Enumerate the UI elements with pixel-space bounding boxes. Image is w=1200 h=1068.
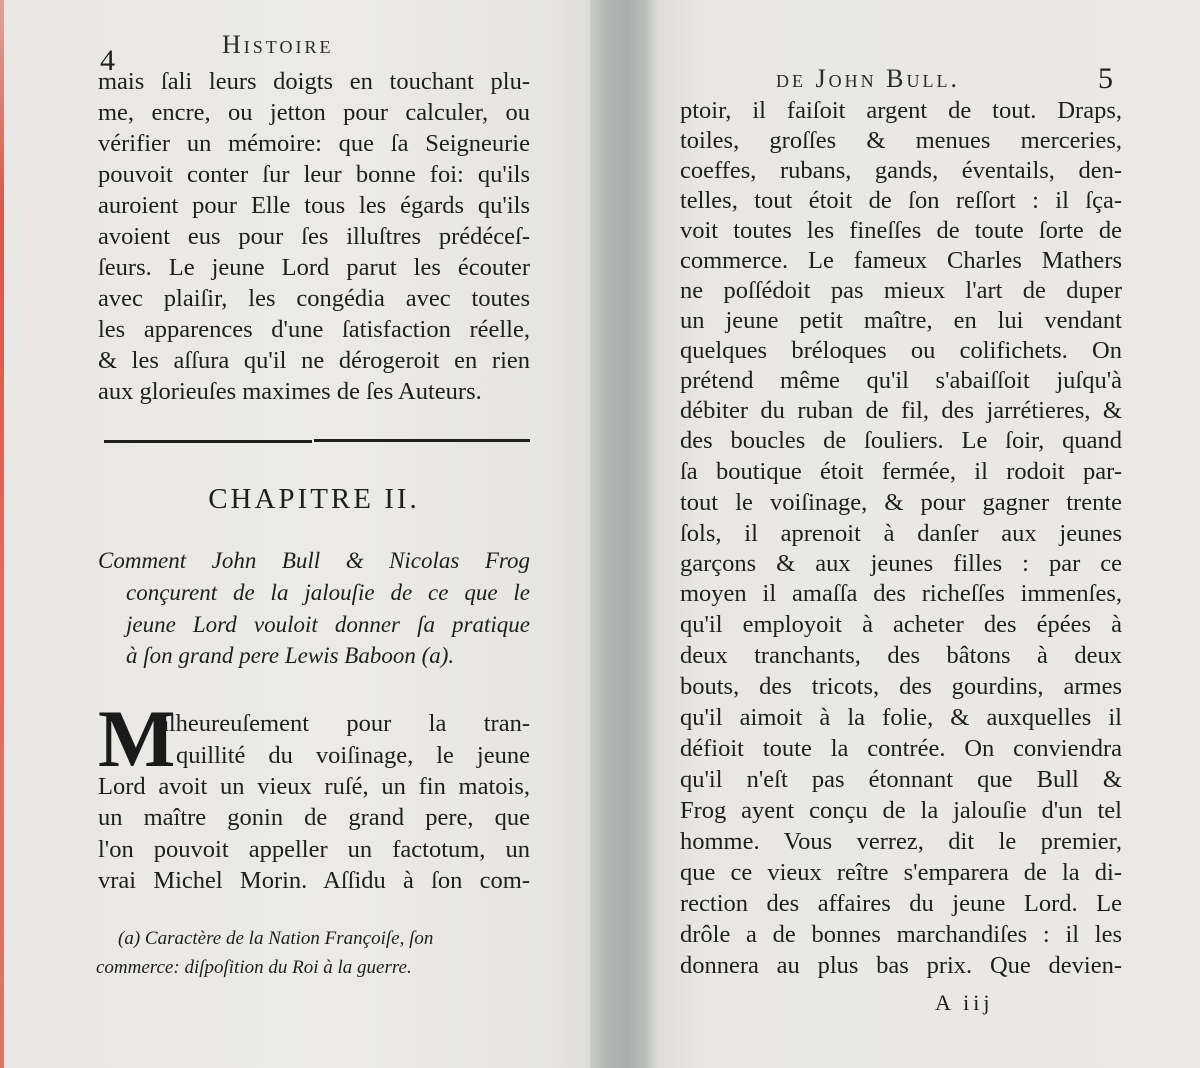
text-line: quelques bréloques ou colifichets. On (680, 337, 1122, 364)
text-line: alheureuſement pour la tran- (158, 710, 530, 737)
text-line: avec plaiſir, les congédia avec toutes (98, 285, 530, 312)
text-line: toiles, groſſes & menues merceries, (680, 127, 1122, 154)
text-line: prétend même qu'il s'abaiſſoit juſqu'à (680, 367, 1122, 394)
footnote-line: (a) Caractère de la Nation Françoiſe, ſon (118, 928, 434, 949)
text-line: Lord avoit un vieux ruſé, un fin matois, (98, 773, 530, 800)
text-line: vrai Michel Morin. Aſſidu à ſon com- (98, 867, 530, 894)
text-line: donnera au plus bas prix. Que devien- (680, 952, 1122, 979)
text-line: que ce vieux reître s'emparera de la di- (680, 859, 1122, 886)
summary-line: conçurent de la jalouſie de ce que le (126, 580, 530, 605)
text-line: ptoir, il faiſoit argent de tout. Draps, (680, 97, 1122, 124)
right-page (658, 0, 1200, 1068)
text-line: qu'il aimoit à la folie, & auxquelles il (680, 704, 1122, 731)
text-line: moyen il amaſſa des richeſſes immenſes, (680, 580, 1122, 607)
divider-rule (314, 439, 530, 442)
page-number-left: 4 (100, 44, 115, 77)
text-line: rection des affaires du jeune Lord. Le (680, 890, 1122, 917)
text-line: qu'il n'eſt pas étonnant que Bull & (680, 766, 1122, 793)
text-line: quillité du voiſinage, le jeune (176, 742, 530, 769)
red-page-edge (0, 0, 4, 1068)
text-line: voit toutes les fineſſes de toute ſorte de (680, 217, 1122, 244)
text-line: des boucles de ſouliers. Le ſoir, quand (680, 427, 1122, 454)
text-line: pouvoit conter ſur leur bonne foi: qu'ils (98, 161, 530, 188)
text-line: garçons & aux jeunes filles : par ce (680, 550, 1122, 577)
text-line: homme. Vous verrez, dit le premier, (680, 828, 1122, 855)
footnote-line: commerce: diſpoſition du Roi à la guerre. (96, 957, 412, 978)
signature-mark: A iij (935, 990, 994, 1015)
text-line: bouts, des tricots, des gourdins, armes (680, 673, 1122, 700)
text-line: Frog ayent conçu de la jalouſie d'un tel (680, 797, 1122, 824)
left-page (0, 0, 598, 1068)
chapter-title: CHAPITRE II. (208, 483, 420, 515)
summary-line: Comment John Bull & Nicolas Frog (98, 548, 530, 573)
text-line: qu'il employoit à acheter des épées à (680, 611, 1122, 638)
text-line: vérifier un mémoire: que ſa Seigneurie (98, 130, 530, 157)
text-line: tout le voiſinage, & pour gagner trente (680, 489, 1122, 516)
book-spine-shadow (590, 0, 658, 1068)
text-line: aux glorieuſes maximes de ſes Auteurs. (98, 378, 482, 405)
text-line: défioit toute la contrée. On conviendra (680, 735, 1122, 762)
text-line: ne poſſédoit pas mieux l'art de duper (680, 277, 1122, 304)
text-line: l'on pouvoit appeller un factotum, un (98, 836, 530, 863)
text-line: avoient eus pour ſes illuſtres prédéceſ- (98, 223, 530, 250)
running-head-left: Histoire (222, 30, 334, 59)
text-line: mais ſali leurs doigts en touchant plu- (98, 68, 530, 95)
text-line: auroient pour Elle tous les égards qu'ils (98, 192, 530, 219)
text-line: ſeurs. Le jeune Lord parut les écouter (98, 254, 530, 281)
text-line: & les aſſura qu'il ne dérogeroit en rien (98, 347, 530, 374)
drop-cap: M (98, 693, 176, 784)
text-line: ſa boutique étoit fermée, il rodoit par- (680, 458, 1122, 485)
page-number-right: 5 (1098, 62, 1113, 95)
text-line: coeffes, rubans, gands, éventails, den- (680, 157, 1122, 184)
text-line: telles, tout étoit de ſon reſſort : il ſça- (680, 187, 1122, 214)
running-head-right: de John Bull. (776, 64, 960, 93)
text-line: ſols, il aprenoit à danſer aux jeunes (680, 520, 1122, 547)
text-line: un jeune petit maître, en lui vendant (680, 307, 1122, 334)
summary-line: jeune Lord vouloit donner ſa pratique (126, 612, 530, 637)
text-line: me, encre, ou jetton pour calculer, ou (98, 99, 530, 126)
divider-rule (104, 440, 312, 443)
text-line: les apparences d'une ſatisfaction réelle, (98, 316, 530, 343)
text-line: un maître gonin de grand pere, que (98, 804, 530, 831)
text-line: commerce. Le fameux Charles Mathers (680, 247, 1122, 274)
text-line: débiter du ruban de fil, des jarrétieres, & (680, 397, 1122, 424)
text-line: deux tranchants, des bâtons à deux (680, 642, 1122, 669)
text-line: drôle a de bonnes marchandiſes : il les (680, 921, 1122, 948)
summary-line: à ſon grand pere Lewis Baboon (a). (126, 643, 455, 668)
